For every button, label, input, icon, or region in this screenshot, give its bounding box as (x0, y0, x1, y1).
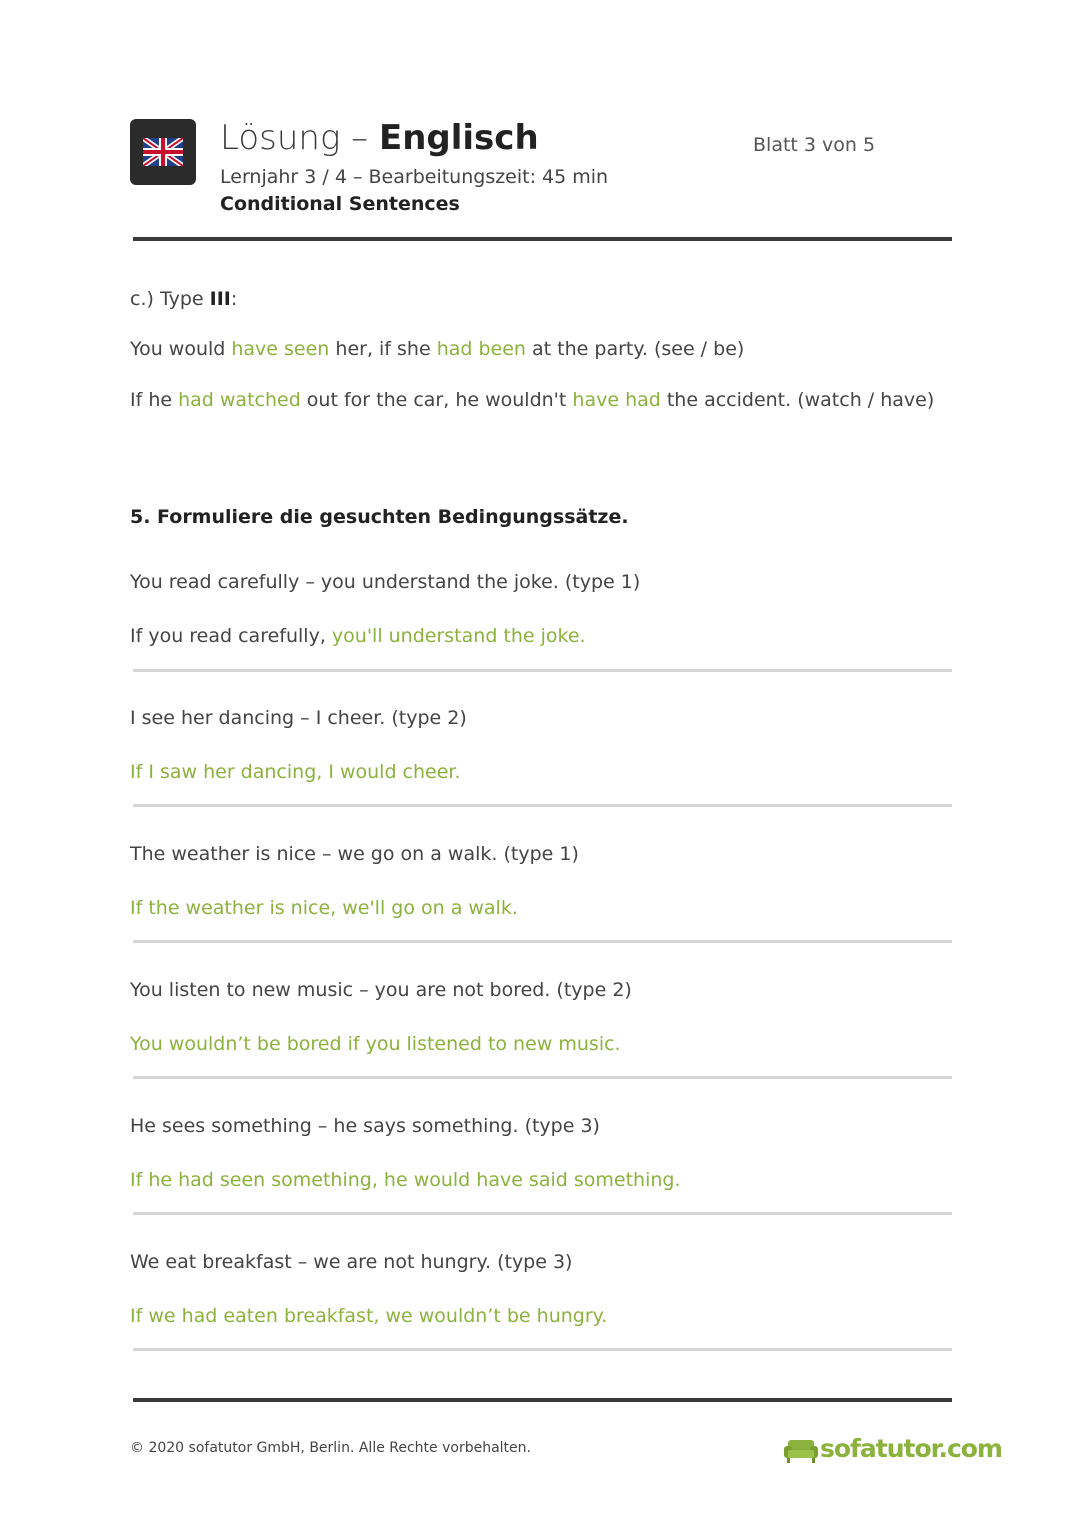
page-title: Lösung – Englisch (220, 118, 539, 158)
answer-line (133, 1076, 952, 1079)
footer-divider (133, 1398, 952, 1402)
exercise-prompt: I see her dancing – I cheer. (type 2) (130, 707, 467, 729)
answer-line (133, 669, 952, 672)
exercise-prompt: We eat breakfast – we are not hungry. (type 3) (130, 1251, 573, 1273)
answer-line (133, 1348, 952, 1351)
subject-badge (130, 119, 196, 185)
type3-sentence-2: If he had watched out for the car, he wouldn't have had the accident. (watch / have) (130, 389, 935, 411)
exercise-answer: If we had eaten breakfast, we wouldn’t be hungry. (130, 1305, 608, 1327)
exercise-prompt: The weather is nice – we go on a walk. (type 1) (130, 843, 579, 865)
sofatutor-logo (784, 1434, 1002, 1468)
logo-text: sofatutor.com (820, 1434, 1002, 1463)
exercise-answer: If you read carefully, you'll understand the joke. (130, 625, 586, 647)
type3-sentence-1: You would have seen her, if she had been at the party. (see / be) (130, 338, 745, 360)
topic-title: Conditional Sentences (220, 193, 460, 215)
sheet-number: Blatt 3 von 5 (753, 134, 876, 156)
exercise-prompt: He sees something – he says something. (type 3) (130, 1115, 600, 1137)
task-heading: 5. Formuliere die gesuchten Bedingungssätze. (130, 506, 629, 528)
exercise-answer: If he had seen something, he would have said something. (130, 1169, 681, 1191)
subtitle: Lernjahr 3 / 4 – Bearbeitungszeit: 45 min (220, 166, 609, 188)
header-divider (133, 237, 952, 241)
exercise-prompt: You read carefully – you understand the joke. (type 1) (130, 571, 641, 593)
answer-line (133, 1212, 952, 1215)
exercise-answer: If the weather is nice, we'll go on a walk. (130, 897, 518, 919)
exercise-answer: If I saw her dancing, I would cheer. (130, 761, 461, 783)
uk-flag-icon (143, 138, 183, 166)
copyright: © 2020 sofatutor GmbH, Berlin. Alle Rechte vorbehalten. (130, 1440, 531, 1456)
type3-label: c.) Type III: (130, 288, 238, 310)
sofa-icon (784, 1436, 818, 1466)
exercise-answer: You wouldn’t be bored if you listened to new music. (130, 1033, 621, 1055)
answer-line (133, 804, 952, 807)
answer-line (133, 940, 952, 943)
exercise-prompt: You listen to new music – you are not bored. (type 2) (130, 979, 632, 1001)
